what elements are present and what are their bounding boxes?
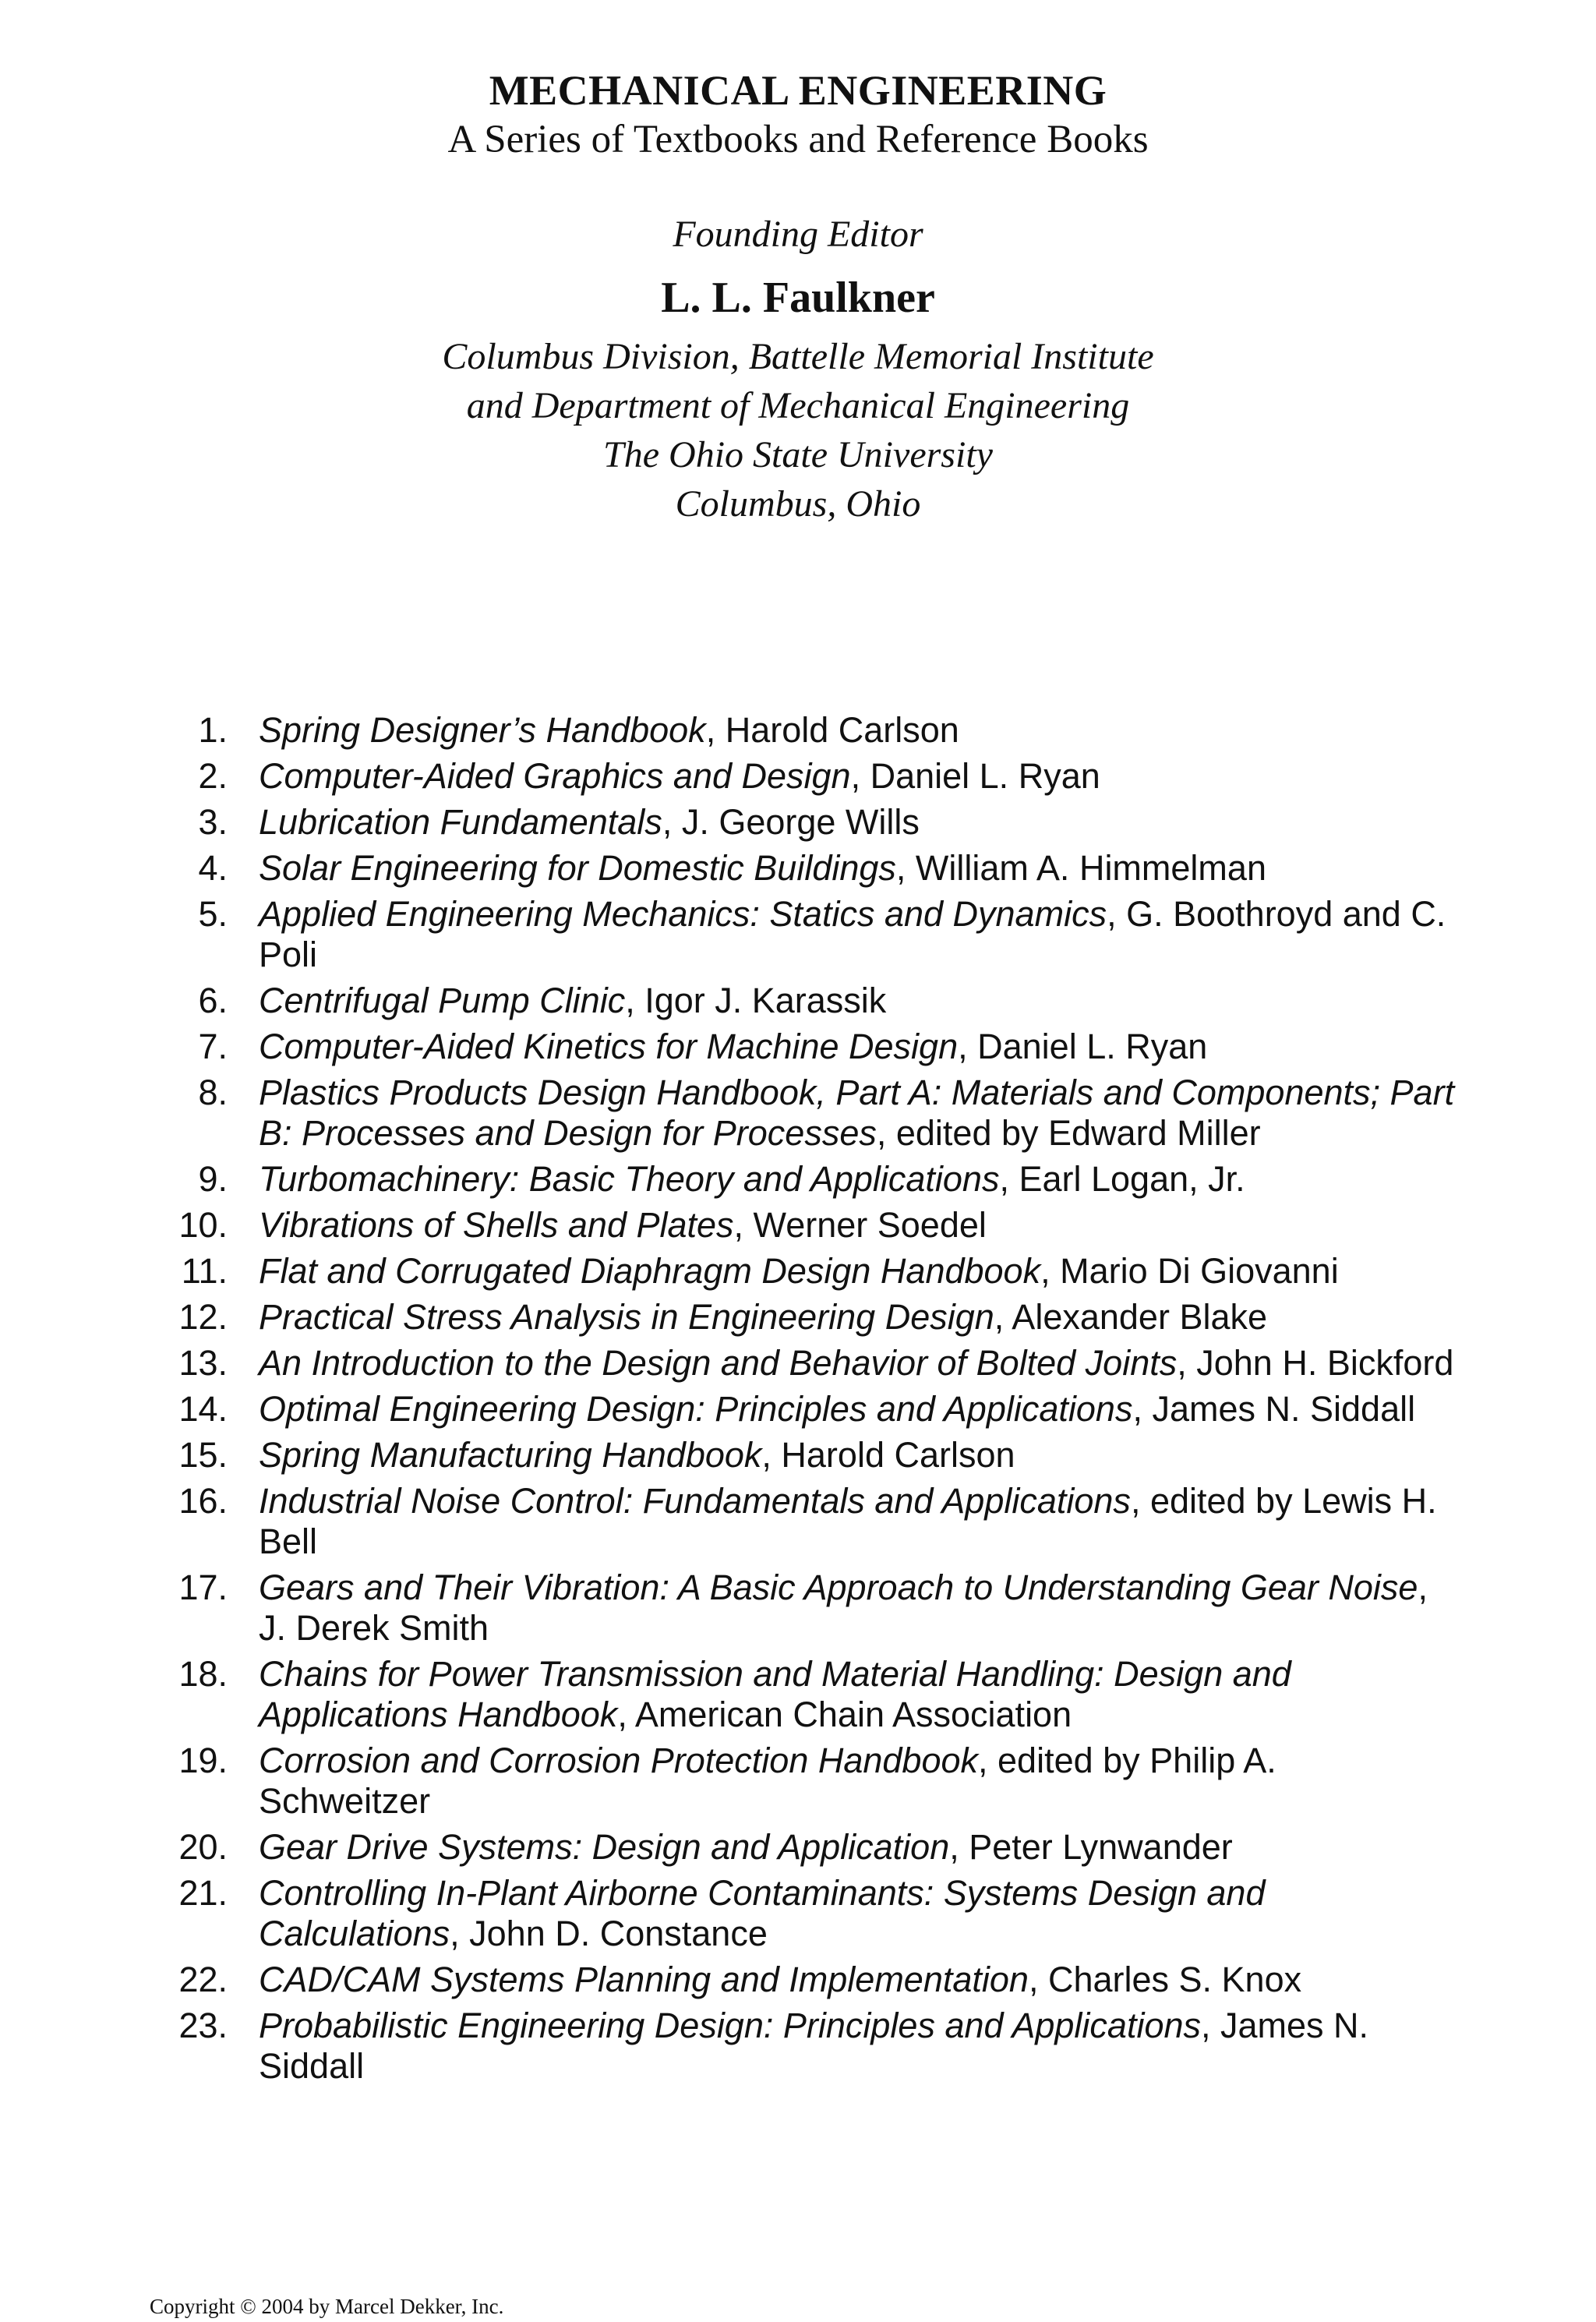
- book-title: Chains for Power Transmission and Material Handling: Design and Applications Handbook: [259, 1654, 1291, 1734]
- book-title: Turbomachinery: Basic Theory and Applications: [259, 1159, 1000, 1199]
- book-list-item: [171, 1297, 1457, 1338]
- book-entry: [259, 1741, 1457, 1822]
- book-number: 18.: [178, 1654, 228, 1694]
- book-number: 9.: [198, 1159, 228, 1199]
- book-list-item: [171, 1741, 1457, 1822]
- book-title: Vibrations of Shells and Plates: [259, 1205, 734, 1245]
- book-entry: [259, 756, 1457, 797]
- book-list-item: [171, 1654, 1457, 1735]
- book-list: [171, 710, 1457, 2092]
- book-number: 11.: [181, 1251, 228, 1291]
- book-entry: [259, 1297, 1457, 1338]
- affiliation-line: and Department of Mechanical Engineering: [466, 385, 1130, 426]
- book-list-item: [171, 1073, 1457, 1154]
- book-title: Probabilistic Engineering Design: Principles and Applications: [259, 2006, 1202, 2045]
- book-entry: [259, 1205, 1457, 1246]
- book-number: 13.: [178, 1343, 228, 1383]
- book-entry: [259, 1027, 1457, 1067]
- book-number: 1.: [198, 710, 228, 750]
- editor-affiliation: [0, 332, 1596, 528]
- book-author: , Harold Carlson: [705, 710, 959, 750]
- book-author: , edited by Philip A. Schweitzer: [259, 1741, 1276, 1821]
- book-number: 3.: [198, 802, 228, 842]
- book-number: 5.: [198, 894, 228, 934]
- book-entry: [259, 1251, 1457, 1292]
- affiliation-line: Columbus, Ohio: [675, 483, 921, 525]
- affiliation-line: The Ohio State University: [603, 434, 993, 475]
- book-entry: [259, 1389, 1457, 1430]
- book-title: Corrosion and Corrosion Protection Handbook: [259, 1741, 979, 1780]
- book-author: , James N. Siddall: [259, 2006, 1369, 2086]
- series-subtitle: A Series of Textbooks and Reference Books: [447, 118, 1149, 161]
- book-number: 15.: [178, 1435, 228, 1475]
- book-number: 22.: [178, 1960, 228, 1999]
- book-title: Practical Stress Analysis in Engineering Design: [259, 1297, 994, 1337]
- book-list-item: [171, 1205, 1457, 1246]
- book-author: , G. Boothroyd and C. Poli: [259, 894, 1446, 974]
- book-list-item: [171, 1159, 1457, 1200]
- affiliation-line: Columbus Division, Battelle Memorial Institute: [442, 336, 1154, 377]
- book-number: 4.: [198, 848, 228, 888]
- book-entry: [259, 1073, 1457, 1154]
- book-title: Centrifugal Pump Clinic: [259, 981, 626, 1020]
- book-list-item: [171, 2006, 1457, 2087]
- book-title: Lubrication Fundamentals: [259, 802, 662, 842]
- book-author: , Charles S. Knox: [1028, 1960, 1302, 1999]
- book-entry: [259, 1435, 1457, 1476]
- book-number: 2.: [198, 756, 228, 796]
- book-entry: [259, 1567, 1457, 1649]
- book-author: , J. George Wills: [662, 802, 920, 842]
- book-title: Gears and Their Vibration: A Basic Approach to Understanding Gear Noise: [259, 1567, 1418, 1607]
- founding-editor-label: Founding Editor: [673, 214, 923, 255]
- book-number: 21.: [178, 1873, 228, 1913]
- book-title: Solar Engineering for Domestic Buildings: [259, 848, 896, 888]
- book-entry: [259, 1827, 1457, 1868]
- book-author: , Mario Di Giovanni: [1040, 1251, 1339, 1291]
- book-number: 8.: [198, 1073, 228, 1112]
- book-entry: [259, 981, 1457, 1021]
- book-list-item: [171, 894, 1457, 975]
- book-author: , Alexander Blake: [994, 1297, 1268, 1337]
- book-number: 16.: [178, 1481, 228, 1521]
- book-list-item: [171, 710, 1457, 751]
- book-list-item: [171, 1435, 1457, 1476]
- book-title: Flat and Corrugated Diaphragm Design Handbook: [259, 1251, 1041, 1291]
- book-entry: [259, 894, 1457, 975]
- book-list-item: [171, 848, 1457, 889]
- book-entry: [259, 1960, 1457, 2000]
- book-title: Computer-Aided Graphics and Design: [259, 756, 851, 796]
- book-entry: [259, 2006, 1457, 2087]
- book-title: Optimal Engineering Design: Principles and Applications: [259, 1389, 1133, 1429]
- book-author: , James N. Siddall: [1132, 1389, 1416, 1429]
- book-author: , Peter Lynwander: [949, 1827, 1233, 1867]
- book-number: 23.: [178, 2006, 228, 2045]
- book-author: , William A. Himmelman: [895, 848, 1266, 888]
- book-title: Industrial Noise Control: Fundamentals and Applications: [259, 1481, 1131, 1521]
- book-author: , Daniel L. Ryan: [958, 1027, 1208, 1066]
- book-list-item: [171, 802, 1457, 843]
- book-author: , John D. Constance: [450, 1914, 768, 1953]
- book-title: CAD/CAM Systems Planning and Implementation: [259, 1960, 1029, 1999]
- book-title: Spring Manufacturing Handbook: [259, 1435, 762, 1475]
- book-number: 19.: [178, 1741, 228, 1780]
- book-title: Spring Designer’s Handbook: [259, 710, 706, 750]
- book-entry: [259, 1159, 1457, 1200]
- book-list-item: [171, 1389, 1457, 1430]
- book-title: Applied Engineering Mechanics: Statics and Dynamics: [259, 894, 1107, 934]
- book-author: , edited by Lewis H. Bell: [259, 1481, 1437, 1561]
- book-title: Gear Drive Systems: Design and Application: [259, 1827, 950, 1867]
- book-list-item: [171, 1873, 1457, 1954]
- book-list-item: [171, 1027, 1457, 1067]
- book-list-item: [171, 1567, 1457, 1649]
- book-title: An Introduction to the Design and Behavior of Bolted Joints: [259, 1343, 1178, 1383]
- book-list-item: [171, 1343, 1457, 1384]
- book-entry: [259, 1481, 1457, 1562]
- series-title: MECHANICAL ENGINEERING: [489, 67, 1107, 114]
- book-list-item: [171, 1481, 1457, 1562]
- book-entry: [259, 1654, 1457, 1735]
- book-list-item: [171, 981, 1457, 1021]
- book-author: , Werner Soedel: [733, 1205, 987, 1245]
- book-list-item: [171, 756, 1457, 797]
- book-author: , Earl Logan, Jr.: [999, 1159, 1245, 1199]
- book-number: 20.: [178, 1827, 228, 1867]
- book-entry: [259, 1873, 1457, 1954]
- book-entry: [259, 710, 1457, 751]
- book-list-item: [171, 1251, 1457, 1292]
- series-header: [0, 65, 1596, 528]
- book-number: 17.: [178, 1567, 228, 1607]
- book-title: Computer-Aided Kinetics for Machine Design: [259, 1027, 959, 1066]
- book-author: , Daniel L. Ryan: [850, 756, 1100, 796]
- book-number: 12.: [178, 1297, 228, 1337]
- book-entry: [259, 1343, 1457, 1384]
- book-entry: [259, 802, 1457, 843]
- book-author: , Igor J. Karassik: [625, 981, 887, 1020]
- book-author: , J. Derek Smith: [259, 1567, 1428, 1648]
- book-entry: [259, 848, 1457, 889]
- book-author: , Harold Carlson: [761, 1435, 1015, 1475]
- book-title: Controlling In-Plant Airborne Contaminants: Systems Design and Calculations: [259, 1873, 1266, 1953]
- book-number: 6.: [198, 981, 228, 1020]
- book-number: 10.: [178, 1205, 228, 1245]
- book-title: Plastics Products Design Handbook, Part A: Materials and Components; Part B: Processes and Design for Processes: [259, 1073, 1455, 1153]
- book-list-item: [171, 1960, 1457, 2000]
- book-author: , American Chain Association: [617, 1695, 1072, 1734]
- book-number: 14.: [178, 1389, 228, 1429]
- copyright-notice: Copyright © 2004 by Marcel Dekker, Inc.: [150, 2295, 504, 2318]
- book-list-item: [171, 1827, 1457, 1868]
- book-number: 7.: [198, 1027, 228, 1066]
- book-author: , edited by Edward Miller: [876, 1113, 1261, 1153]
- editor-name: L. L. Faulkner: [661, 274, 935, 322]
- book-author: , John H. Bickford: [1177, 1343, 1454, 1383]
